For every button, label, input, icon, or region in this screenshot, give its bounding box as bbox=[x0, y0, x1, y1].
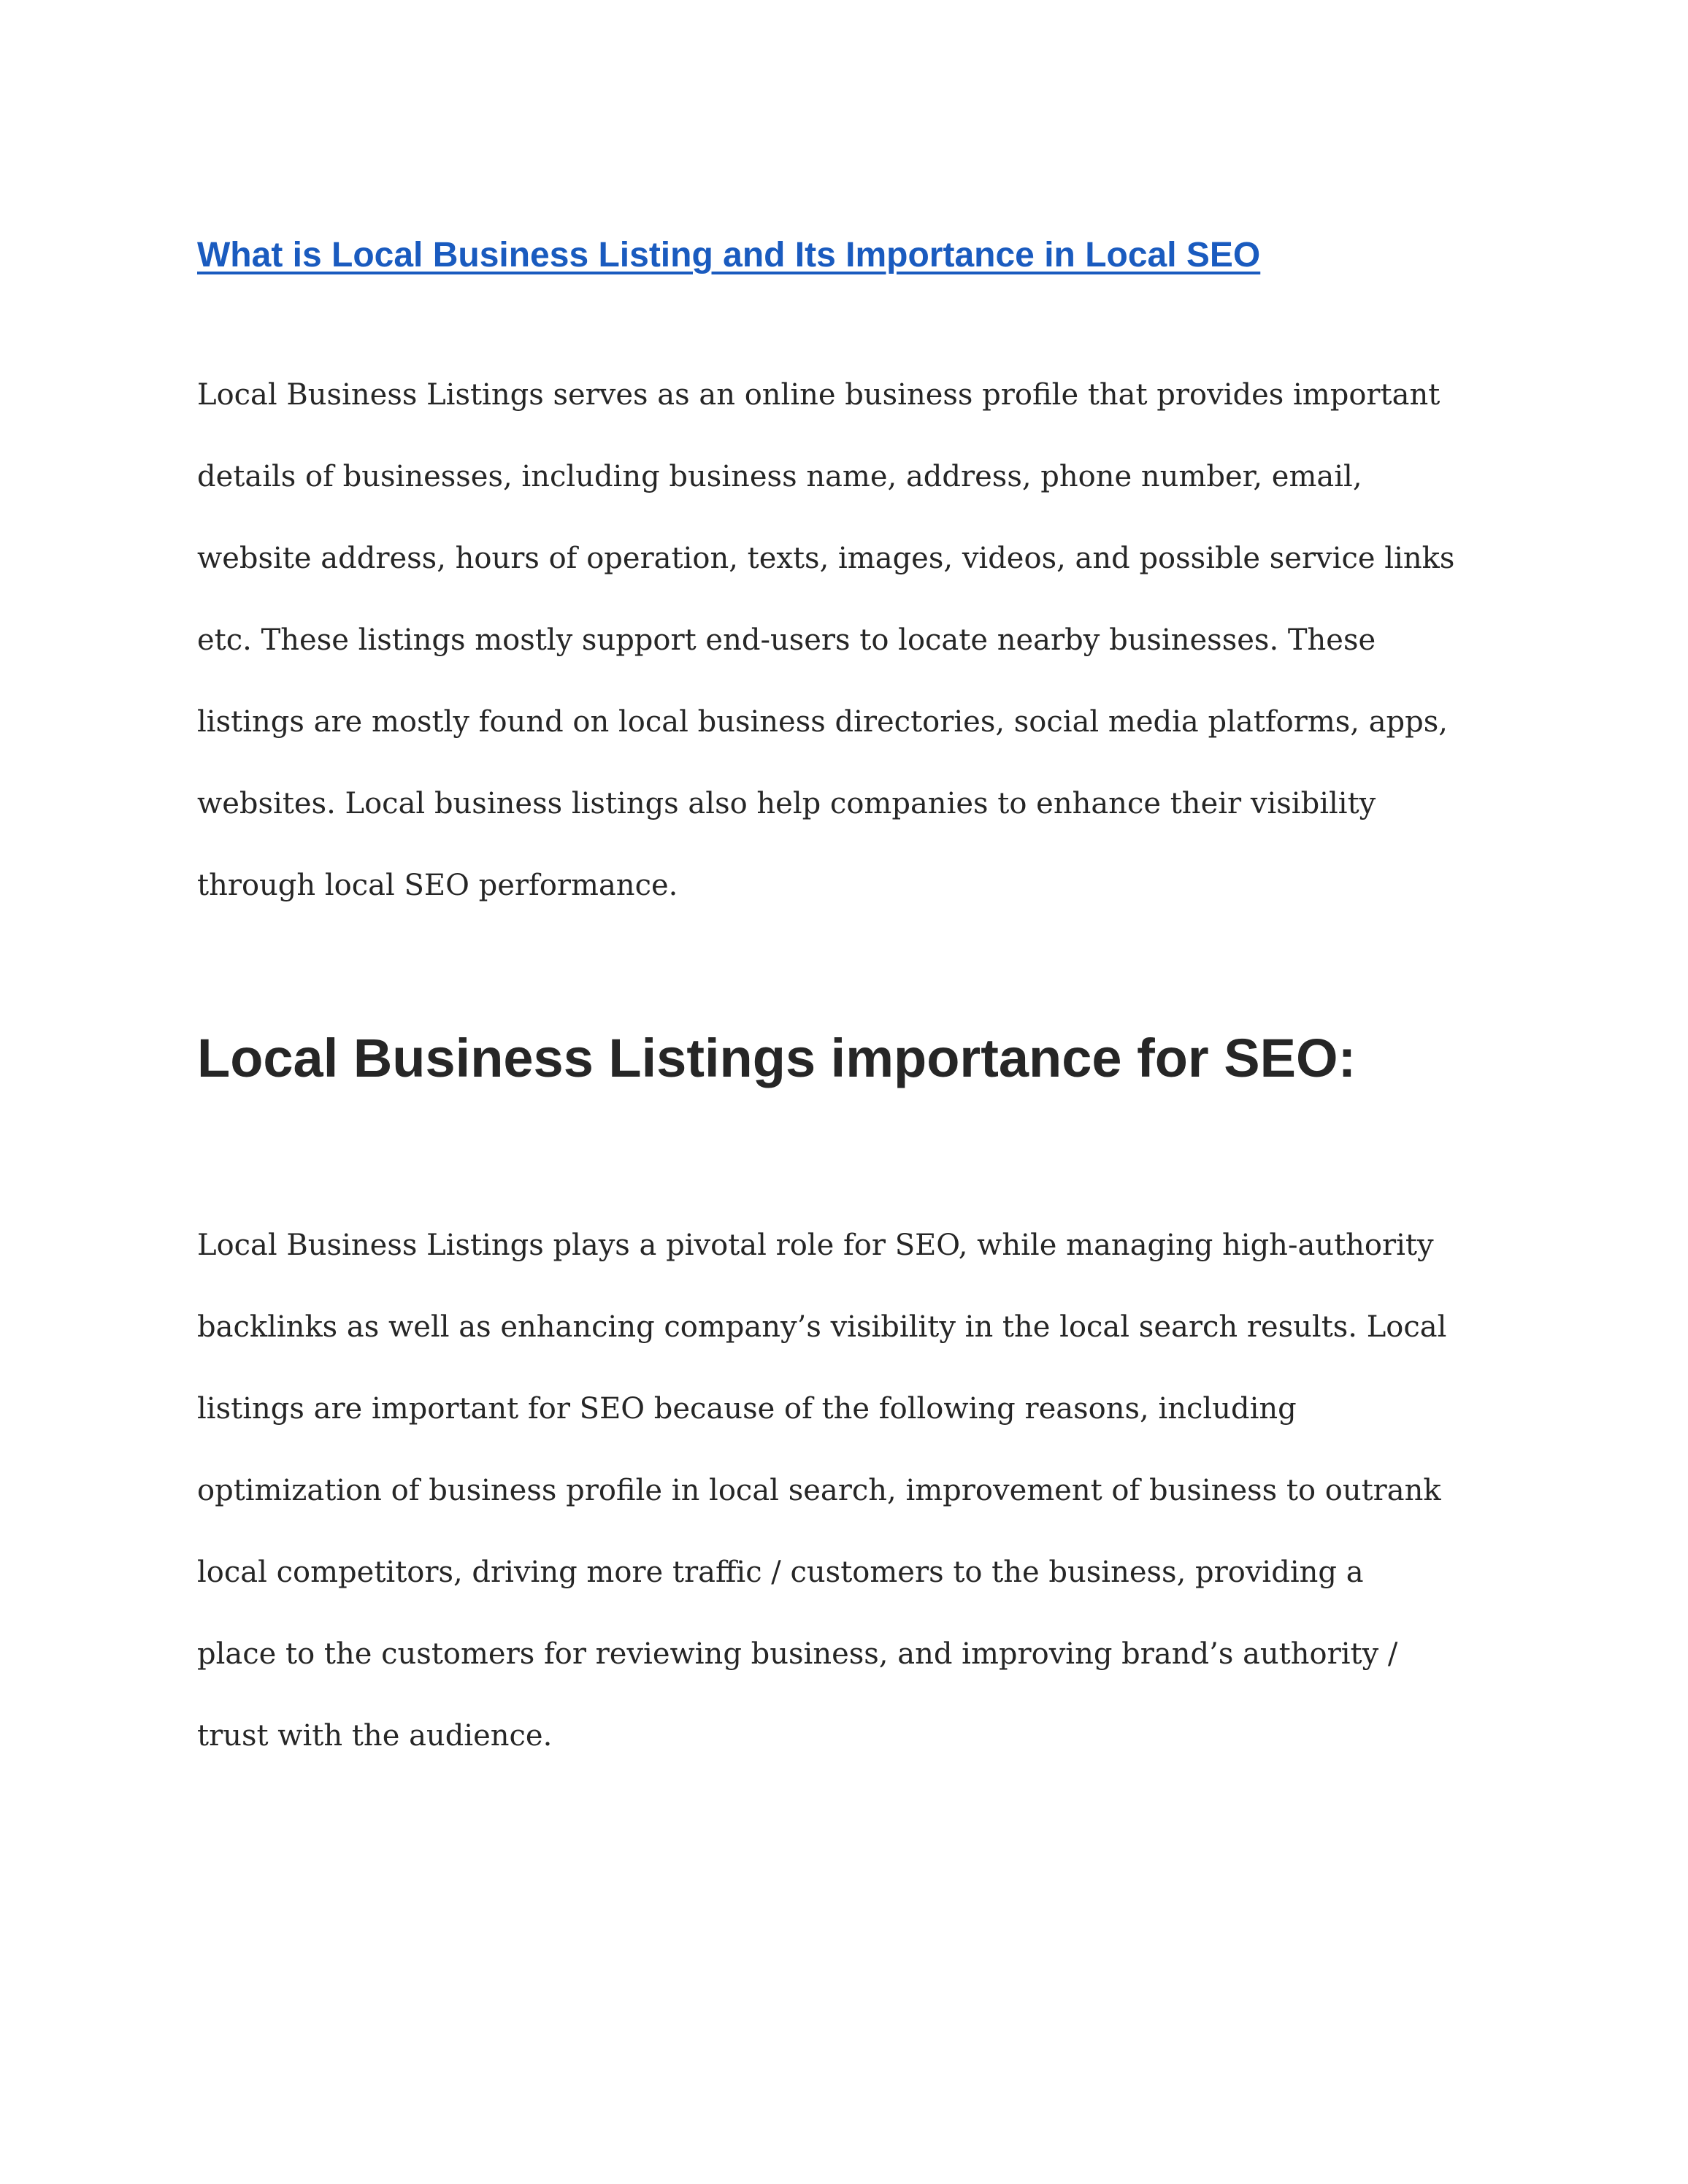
article-title-link[interactable]: What is Local Business Listing and Its Importance in Local SEO bbox=[197, 236, 1261, 274]
paragraph-line: through local SEO performance. bbox=[197, 869, 678, 902]
paragraph-line: backlinks as well as enhancing company’s visibility in the local search results. Local bbox=[197, 1310, 1447, 1344]
paragraph-line: local competitors, driving more traffic / customers to the business, providing a bbox=[197, 1556, 1364, 1589]
paragraph-line: place to the customers for reviewing business, and improving brand’s authority / bbox=[197, 1637, 1398, 1671]
paragraph-line: website address, hours of operation, texts, images, videos, and possible service links bbox=[197, 542, 1455, 575]
paragraph-line: trust with the audience. bbox=[197, 1719, 553, 1753]
paragraph-line: Local Business Listings serves as an online business profile that provides important bbox=[197, 378, 1440, 412]
paragraph-line: optimization of business profile in local search, improvement of business to outrank bbox=[197, 1474, 1441, 1507]
importance-paragraph bbox=[197, 1204, 1446, 1777]
intro-paragraph bbox=[197, 354, 1454, 926]
paragraph-line: listings are mostly found on local business directories, social media platforms, apps, bbox=[197, 705, 1449, 739]
paragraph-line: websites. Local business listings also help companies to enhance their visibility bbox=[197, 787, 1376, 820]
paragraph-line: Local Business Listings plays a pivotal role for SEO, while managing high-authority bbox=[197, 1228, 1434, 1262]
section-heading: Local Business Listings importance for SEO: bbox=[197, 1028, 1357, 1088]
paragraph-line: etc. These listings mostly support end-users to locate nearby businesses. These bbox=[197, 623, 1376, 657]
paragraph-line: details of businesses, including business name, address, phone number, email, bbox=[197, 460, 1362, 493]
paragraph-line: listings are important for SEO because of the following reasons, including bbox=[197, 1392, 1297, 1426]
